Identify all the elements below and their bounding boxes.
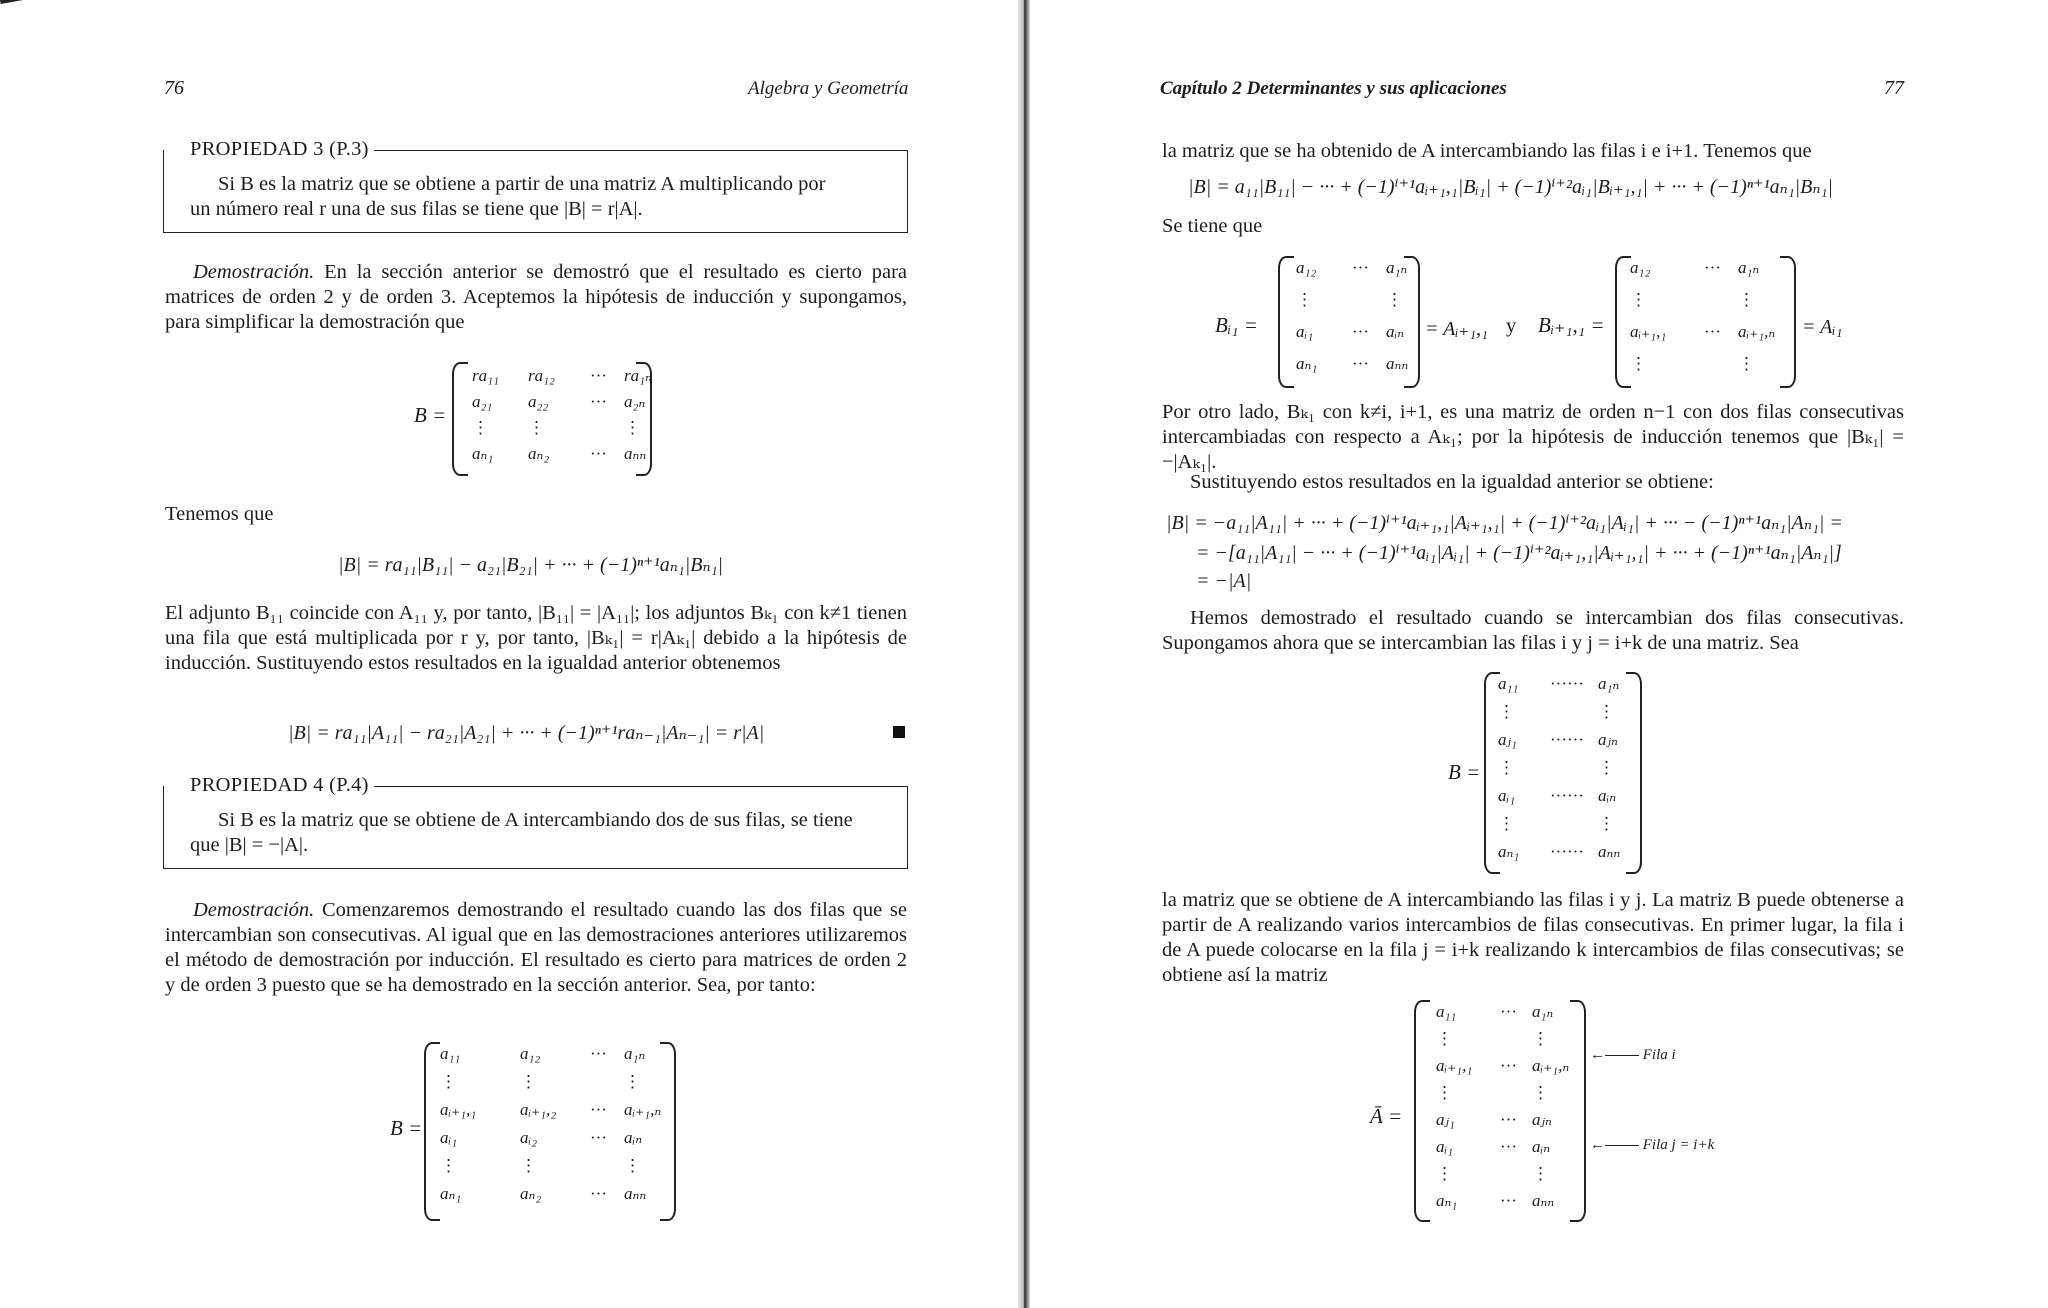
matrix-cell: a₁ₙ xyxy=(624,1044,646,1063)
matrix-cell: a₁ₙ xyxy=(1386,258,1408,277)
matrix-cell: ··· xyxy=(1500,1137,1517,1156)
matrix-cell: ⋮ xyxy=(1532,1164,1549,1183)
matrix-eq: = Aᵢ₁ xyxy=(1802,316,1843,338)
arrow-left-icon: ← xyxy=(1590,1047,1605,1063)
matrix-cell: a₁₁ xyxy=(440,1044,461,1063)
matrix-cell: ⋮ xyxy=(1386,290,1403,309)
left-page xyxy=(0,0,1018,1308)
property-4-line1: Si B es la matriz que se obtiene de A intercambiando dos de sus filas, se tiene xyxy=(218,809,853,831)
equation-line-3: = −|A| xyxy=(1196,570,1252,592)
demonstration-text: Comenzaremos demostrando el resultado cuando las dos filas que se intercambian son consecutivas. Al igual que en las demostraciones anteriores utilizaremos el método de demostración por inducción. El resultado es cierto para matrices de orden 2 y de orden 3 puesto que se ha demostrado en la sección anterior. Sea, por tanto: xyxy=(165,899,908,996)
matrix-cell: aₙₙ xyxy=(1532,1191,1555,1210)
matrix-cell: a₁₁ xyxy=(1436,1002,1457,1021)
matrix-label: B = xyxy=(390,1116,423,1140)
matrix-cell: ··· xyxy=(1352,354,1369,373)
matrix-cell: ··· xyxy=(1704,258,1721,277)
row-marker-label: Fila j = i+k xyxy=(1642,1137,1715,1153)
matrix-cell: a₁₂ xyxy=(1630,258,1651,277)
matrix-cell: ⋮ xyxy=(1598,814,1615,833)
matrix-cell: aₙ₂ xyxy=(520,1184,542,1203)
matrix-cell: aᵢ₊₁,₁ xyxy=(440,1100,477,1119)
demonstration-label: Demostración. xyxy=(193,261,315,283)
matrix-cell: aₙ₁ xyxy=(1498,842,1520,861)
matrix-cell: ··· xyxy=(590,1184,607,1203)
matrix-cell: ······ xyxy=(1550,730,1584,749)
matrix-cell: aₙ₁ xyxy=(440,1184,462,1203)
property-4-title: PROPIEDAD 4 (P.4) xyxy=(190,774,369,796)
matrix-cell: ra₁₂ xyxy=(528,366,555,385)
right-paren xyxy=(660,1042,676,1221)
otro-lado-paragraph: Por otro lado, Bₖ₁ con k≠i, i+1, es una matriz de orden n−1 con dos filas consecutivas intercambiadas con respecto a Aₖ₁; por la hipótesis de inducción tenemos que |Bₖ₁| = −|Aₖ₁|. xyxy=(1162,401,1904,473)
equation-line-2: = −[a₁₁|A₁₁| − ··· + (−1)ⁱ⁺¹aᵢ₁|Aᵢ₁| + (−1)ⁱ⁺²aᵢ₊₁,₁|Aᵢ₊₁,₁| + ··· + (−1)ⁿ⁺¹aₙ₁|Aₙ₁|] xyxy=(1196,542,1842,564)
matrix-label: Bᵢ₊₁,₁ = xyxy=(1538,313,1605,337)
matrix-cell: aᵢₙ xyxy=(624,1128,643,1147)
matrix-cell: ··· xyxy=(1500,1191,1517,1210)
matrix-cell: aⱼ₁ xyxy=(1498,730,1517,749)
matrix-cell: aᵢ₊₁,₂ xyxy=(520,1100,557,1119)
matrix-cell: aₙ₁ xyxy=(472,444,494,463)
matrix-cell: ⋮ xyxy=(624,1072,641,1091)
matrix-label: B = xyxy=(1448,760,1481,784)
property-3-line1: Si B es la matriz que se obtiene a partir de una matriz A multiplicando por xyxy=(218,173,826,195)
matrix-cell: aₙₙ xyxy=(1386,354,1409,373)
matrix-cell: a₂ₙ xyxy=(624,392,646,411)
page-number: 76 xyxy=(164,77,184,99)
matrix-cell: ⋮ xyxy=(624,1156,641,1175)
matrix-cell: ··· xyxy=(1352,322,1369,341)
matrix-cell: ··· xyxy=(1500,1056,1517,1075)
matrix-cell: ······ xyxy=(1550,786,1584,805)
matrix-cell: ⋮ xyxy=(1630,354,1647,373)
row-marker-label: Fila i xyxy=(1642,1047,1676,1063)
matrix-cell: ⋮ xyxy=(1738,354,1755,373)
book-gutter xyxy=(1018,0,1030,1308)
matrix-label: Ā = xyxy=(1370,1104,1403,1128)
matrix-cell: ··· xyxy=(1704,322,1721,341)
matrix-cell: ⋮ xyxy=(520,1156,537,1175)
matrix-cell: aᵢ₁ xyxy=(1436,1137,1454,1156)
matrix-cell: a₁₂ xyxy=(1296,258,1317,277)
matrix-cell: a₁₁ xyxy=(1498,674,1519,693)
matrix-cell: ⋮ xyxy=(520,1072,537,1091)
right-paren xyxy=(1570,1000,1586,1222)
box-top-line xyxy=(374,786,907,787)
property-3-line2: un número real r una de sus filas se tiene que |B| = r|A|. xyxy=(190,198,643,220)
arrow-left-icon: ← xyxy=(1590,1137,1605,1153)
matrix-cell: ra₁ₙ xyxy=(624,366,652,385)
matrix-cell: aᵢ₊₁,ₙ xyxy=(624,1100,662,1119)
formula-expansion: |B| = ra₁₁|B₁₁| − a₂₁|B₂₁| + ··· + (−1)ⁿ⁺¹aₙ₁|Bₙ₁| xyxy=(338,554,724,576)
matrix-cell: ··· xyxy=(590,444,607,463)
matrix-cell: ··· xyxy=(1500,1110,1517,1129)
matrix-cell: aⱼ₁ xyxy=(1436,1110,1455,1129)
adjunto-paragraph: El adjunto B₁₁ coincide con A₁₁ y, por tanto, |B₁₁| = |A₁₁|; los adjuntos Bₖ₁ con k≠1 tienen una fila que está multiplicada por r y, por tanto, |Bₖ₁| = r|Aₖ₁| debido a la hipótesis de inducción. Sustituyendo estos resultados en la igualdad anterior obtenemos xyxy=(165,602,907,674)
la-matriz-paragraph: la matriz que se obtiene de A intercambiando las filas i y j. La matriz B puede obtenerse a partir de A realizando varios intercambios de filas consecutivas. En primer lugar, la fila i de A puede colocarse en la fila j = i+k realizando k intercambios de filas consecutivas; se obtiene así la matriz xyxy=(1162,889,1904,986)
matrix-cell: ··· xyxy=(590,366,607,385)
matrix-cell: aₙ₂ xyxy=(528,444,550,463)
left-paren xyxy=(1615,256,1631,388)
matrix-cell: ra₁₁ xyxy=(472,366,499,385)
hemos-paragraph: Hemos demostrado el resultado cuando se intercambian dos filas consecutivas. Supongamos ahora que se intercambian las filas i y j = i+k de una matriz. Sea xyxy=(1162,607,1904,654)
left-paren xyxy=(1278,256,1294,388)
matrix-cell: a₂₂ xyxy=(528,392,549,411)
matrix-cell: aᵢₙ xyxy=(1532,1137,1551,1156)
matrix-cell: aₙ₁ xyxy=(1436,1191,1458,1210)
matrix-cell: aᵢ₊₁,ₙ xyxy=(1738,322,1776,341)
property-3-title: PROPIEDAD 3 (P.3) xyxy=(190,138,369,160)
matrix-cell: ⋮ xyxy=(1436,1164,1453,1183)
matrix-cell: ··· xyxy=(590,1100,607,1119)
matrix-cell: ⋮ xyxy=(528,418,545,437)
matrix-cell: ······ xyxy=(1550,674,1584,693)
matrix-cell: ⋮ xyxy=(1296,290,1313,309)
matrix-cell: aᵢ₁ xyxy=(1296,322,1314,341)
matrix-cell: aᵢₙ xyxy=(1598,786,1617,805)
matrix-cell: aₙₙ xyxy=(624,1184,647,1203)
right-page xyxy=(1030,0,2048,1308)
matrix-cell: ⋮ xyxy=(1498,814,1515,833)
matrix-cell: a₁ₙ xyxy=(1738,258,1760,277)
demonstration-2 xyxy=(165,898,907,998)
matrix-cell: ⋮ xyxy=(440,1072,457,1091)
matrix-cell: ··· xyxy=(590,1044,607,1063)
matrix-cell: aᵢ₁ xyxy=(1498,786,1516,805)
matrix-cell: aₙ₁ xyxy=(1296,354,1318,373)
box-top-line xyxy=(374,150,907,151)
running-header: Algebra y Geometría xyxy=(748,78,909,99)
scan-mark xyxy=(0,0,40,4)
matrix-eq: = Aᵢ₊₁,₁ xyxy=(1425,318,1488,340)
matrix-cell: aⱼₙ xyxy=(1598,730,1618,749)
qed-square xyxy=(893,726,905,738)
equation-line-1: |B| = −a₁₁|A₁₁| + ··· + (−1)ⁱ⁺¹aᵢ₊₁,₁|Aᵢ₊₁,₁| + (−1)ⁱ⁺²aᵢ₁|Aᵢ₁| + ··· − (−1)ⁿ⁺¹aₙ₁|Aₙ₁| = xyxy=(1166,512,1843,534)
left-paren xyxy=(424,1042,440,1221)
matrix-cell: ··· xyxy=(590,1128,607,1147)
demonstration-label: Demostración. xyxy=(193,899,315,921)
left-paren xyxy=(1414,1000,1430,1222)
right-paren xyxy=(1780,256,1796,388)
matrix-cell: ⋮ xyxy=(1598,702,1615,721)
formula-result: |B| = ra₁₁|A₁₁| − ra₂₁|A₂₁| + ··· + (−1)ⁿ⁺¹raₙ₋₁|Aₙ₋₁| = r|A| xyxy=(288,722,765,744)
conjunction-y: y xyxy=(1506,315,1517,337)
matrix-cell: ⋮ xyxy=(1436,1083,1453,1102)
right-paren xyxy=(1626,672,1642,874)
matrix-cell: ⋮ xyxy=(1498,702,1515,721)
matrix-cell: ··· xyxy=(590,392,607,411)
left-paren xyxy=(452,362,468,476)
matrix-cell: ⋮ xyxy=(1498,758,1515,777)
row-marker-i xyxy=(1590,1047,1676,1064)
matrix-cell: ⋮ xyxy=(440,1156,457,1175)
matrix-cell: ⋮ xyxy=(472,418,489,437)
matrix-cell: a₂₁ xyxy=(472,392,493,411)
matrix-cell: ⋮ xyxy=(1630,290,1647,309)
matrix-cell: aᵢ₁ xyxy=(440,1128,458,1147)
demonstration-1 xyxy=(165,260,907,335)
matrix-cell: ··· xyxy=(1352,258,1369,277)
matrix-cell: aᵢ₊₁,ₙ xyxy=(1532,1056,1570,1075)
matrix-label: B = xyxy=(414,403,447,427)
matrix-cell: aᵢₙ xyxy=(1386,322,1405,341)
matrix-cell: ⋮ xyxy=(624,418,641,437)
sustituyendo-line: Sustituyendo estos resultados en la igualdad anterior se obtiene: xyxy=(1190,471,1714,493)
matrix-cell: a₁ₙ xyxy=(1598,674,1620,693)
matrix-cell: ⋮ xyxy=(1436,1029,1453,1048)
matrix-cell: ······ xyxy=(1550,842,1584,861)
matrix-cell: ⋮ xyxy=(1598,758,1615,777)
page-number: 77 xyxy=(1884,77,1904,99)
matrix-cell: ⋮ xyxy=(1532,1083,1549,1102)
matrix-cell: aₙₙ xyxy=(624,444,647,463)
demonstration-text: En la sección anterior se demostró que el resultado es cierto para matrices de orden 2 y de orden 3. Aceptemos la hipótesis de inducción y supongamos, para simplificar la demostración que xyxy=(165,261,908,333)
property-4-line2: que |B| = −|A|. xyxy=(190,834,309,856)
matrix-cell: a₁ₙ xyxy=(1532,1002,1554,1021)
row-marker-j xyxy=(1590,1137,1714,1154)
matrix-label: Bᵢ₁ = xyxy=(1215,313,1258,337)
matrix-cell: aᵢ₂ xyxy=(520,1128,538,1147)
running-header: Capítulo 2 Determinantes y sus aplicaciones xyxy=(1160,78,1507,99)
matrix-cell: aⱼₙ xyxy=(1532,1110,1552,1129)
matrix-cell: a₁₂ xyxy=(520,1044,541,1063)
tenemos-que: Tenemos que xyxy=(165,503,274,525)
formula-expansion: |B| = a₁₁|B₁₁| − ··· + (−1)ⁱ⁺¹aᵢ₊₁,₁|Bᵢ₁| + (−1)ⁱ⁺²aᵢ₁|Bᵢ₊₁,₁| + ··· + (−1)ⁿ⁺¹aₙ₁|Bₙ₁| xyxy=(1188,176,1833,198)
matrix-cell: ··· xyxy=(1500,1002,1517,1021)
se-tiene-que: Se tiene que xyxy=(1162,215,1263,237)
matrix-cell: aₙₙ xyxy=(1598,842,1621,861)
matrix-cell: aᵢ₊₁,₁ xyxy=(1436,1056,1473,1075)
matrix-cell: ⋮ xyxy=(1532,1029,1549,1048)
intro-line: la matriz que se ha obtenido de A intercambiando las filas i e i+1. Tenemos que xyxy=(1162,140,1812,162)
matrix-cell: aᵢ₊₁,₁ xyxy=(1630,322,1667,341)
matrix-cell: ⋮ xyxy=(1738,290,1755,309)
